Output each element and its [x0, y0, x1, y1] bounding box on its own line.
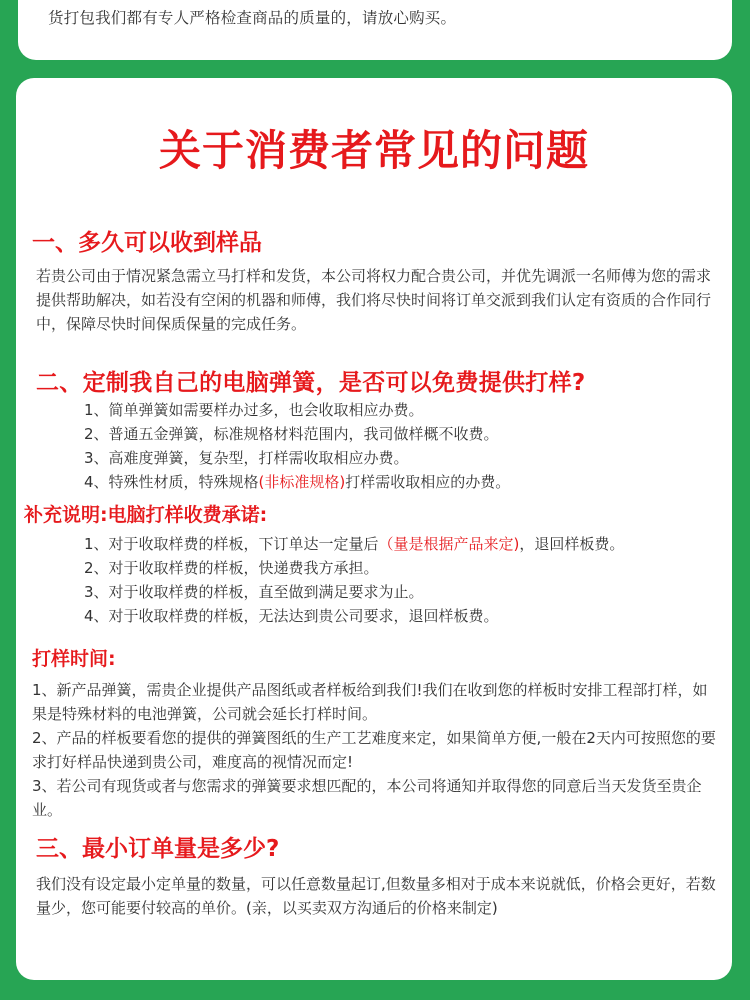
timing-heading: 打样时间: — [32, 648, 116, 670]
timing-paragraph: 3、若公司有现货或者与您需求的弹簧要求想匹配的，本公司将通知并取得您的同意后当天发货至贵企业。 — [32, 777, 702, 819]
q1-body: 若贵公司由于情况紧急需立马打样和发货，本公司将权力配合贵公司，并优先调派一名师傅为您的需求提供帮助解决，如若没有空闲的机器和师傅，我们将尽快时间将订单交派到我们认定有资质的合作同行中，保障尽快时间保质保量的完成任务。 — [36, 267, 712, 333]
item-highlight: (非标准规格) — [258, 473, 346, 491]
page-title: 关于消费者常见的问题 — [158, 126, 589, 175]
item-text: 1、对于收取样费的样板，下订单达一定量后 — [84, 535, 379, 553]
top-card-text: 货打包我们都有专人严格检查商品的质量的，请放心购买。 — [48, 9, 457, 27]
list-item — [84, 470, 510, 494]
item-text: 打样需收取相应的办费。 — [345, 473, 511, 491]
q1-heading: 一、多久可以收到样品 — [32, 230, 262, 256]
item-highlight: （量是根据产品来定) — [378, 535, 520, 553]
q2-heading: 二、定制我自己的电脑弹簧，是否可以免费提供打样? — [36, 370, 586, 396]
supplement-list — [84, 532, 624, 628]
q3-heading: 三、最小订单量是多少? — [36, 836, 280, 862]
timing-paragraph: 1、新产品弹簧，需贵企业提供产品图纸或者样板给到我们!我们在收到您的样板时安排工程部打样，如果是特殊材料的电池弹簧，公司就会延长打样时间。 — [32, 681, 708, 723]
timing-paragraph: 2、产品的样板要看您的提供的弹簧图纸的生产工艺难度来定，如果简单方便,一般在2天内可按照您的要求打好样品快递到贵公司，难度高的视情况而定! — [32, 729, 716, 771]
list-item: 1、简单弹簧如需要样办过多，也会收取相应办费。 — [84, 401, 424, 419]
list-item: 2、对于收取样费的样板，快递费我方承担。 — [84, 559, 379, 577]
q2-list — [84, 398, 510, 494]
list-item: 2、普通五金弹簧，标准规格材料范围内，我司做样概不收费。 — [84, 425, 499, 443]
list-item: 3、对于收取样费的样板，直至做到满足要求为止。 — [84, 583, 424, 601]
item-text: 4、特殊性材质，特殊规格 — [84, 473, 259, 491]
top-card — [18, 0, 732, 60]
list-item: 3、高难度弹簧，复杂型，打样需收取相应办费。 — [84, 449, 409, 467]
faq-card — [16, 78, 732, 980]
list-item — [84, 532, 624, 556]
q3-body: 我们没有设定最小定单量的数量，可以任意数量起订,但数量多相对于成本来说就低，价格会更好，若数量少，您可能要付较高的单价。(亲，以买卖双方沟通后的价格来制定) — [36, 875, 716, 917]
supplement-heading: 补充说明:电脑打样收费承诺: — [24, 504, 268, 526]
item-text: ，退回样板费。 — [519, 535, 625, 553]
list-item: 4、对于收取样费的样板，无法达到贵公司要求，退回样板费。 — [84, 607, 499, 625]
